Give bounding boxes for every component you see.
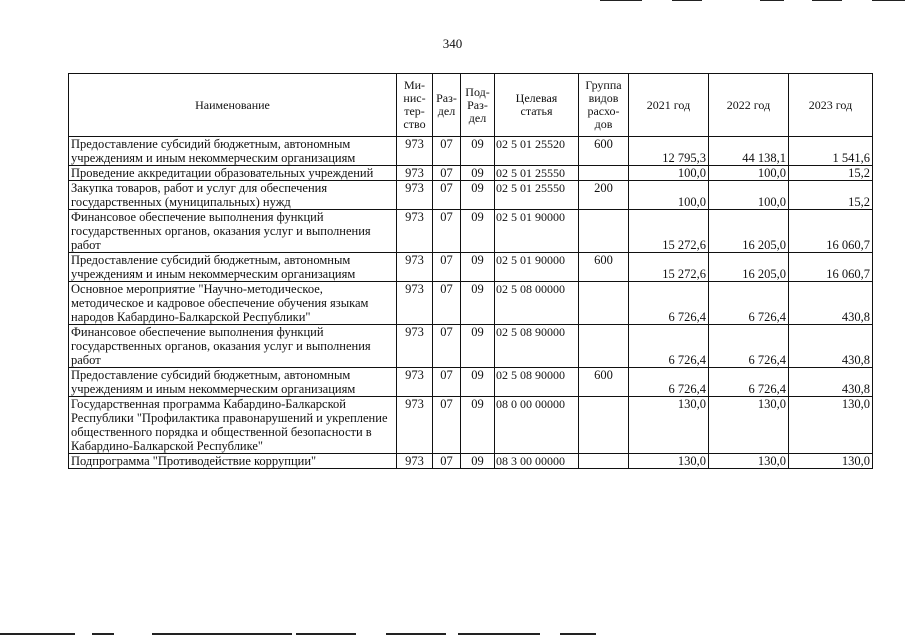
row-subsection: 09 (461, 397, 495, 454)
row-ministry: 973 (397, 454, 433, 469)
row-name: Государственная программа Кабардино-Балкарской Республики "Профилактика правонарушений и укрепление общественного порядка и общественной безопасности в Кабардино-Балкарской Республике" (69, 397, 397, 454)
scan-mark-bottom (458, 633, 540, 635)
table-row (69, 368, 873, 397)
row-subsection: 09 (461, 253, 495, 282)
row-ministry: 973 (397, 253, 433, 282)
row-target: 02 5 01 90000 (495, 210, 579, 253)
row-2021: 15 272,6 (629, 253, 709, 282)
row-2022: 6 726,4 (709, 282, 789, 325)
row-subsection: 09 (461, 181, 495, 210)
row-group (579, 397, 629, 454)
row-name: Подпрограмма "Противодействие коррупции" (69, 454, 397, 469)
table-body (69, 137, 873, 469)
header-2023: 2023 год (789, 74, 873, 137)
row-2023: 16 060,7 (789, 210, 873, 253)
row-group: 600 (579, 137, 629, 166)
row-2023: 1 541,6 (789, 137, 873, 166)
header-section: Раз- дел (433, 74, 461, 137)
row-section: 07 (433, 397, 461, 454)
scan-mark-top (812, 0, 842, 1)
row-subsection: 09 (461, 325, 495, 368)
table-row (69, 454, 873, 469)
row-2021: 6 726,4 (629, 368, 709, 397)
row-2021: 15 272,6 (629, 210, 709, 253)
header-2021: 2021 год (629, 74, 709, 137)
row-section: 07 (433, 210, 461, 253)
row-subsection: 09 (461, 166, 495, 181)
row-ministry: 973 (397, 181, 433, 210)
row-2022: 130,0 (709, 397, 789, 454)
page-number: 340 (442, 36, 463, 51)
row-group (579, 325, 629, 368)
row-ministry: 973 (397, 137, 433, 166)
row-name: Финансовое обеспечение выполнения функций государственных органов, оказания услуг и выполнения работ (69, 325, 397, 368)
row-ministry: 973 (397, 166, 433, 181)
row-target: 02 5 01 25550 (495, 181, 579, 210)
row-section: 07 (433, 253, 461, 282)
row-ministry: 973 (397, 397, 433, 454)
row-name: Предоставление субсидий бюджетным, автономным учреждениям и иным некоммерческим организациям (69, 253, 397, 282)
row-2023: 15,2 (789, 181, 873, 210)
row-ministry: 973 (397, 282, 433, 325)
table-row (69, 181, 873, 210)
row-name: Проведение аккредитации образовательных учреждений (69, 166, 397, 181)
row-group (579, 282, 629, 325)
row-2022: 6 726,4 (709, 368, 789, 397)
scan-mark-bottom (152, 633, 292, 635)
row-2022: 44 138,1 (709, 137, 789, 166)
row-subsection: 09 (461, 210, 495, 253)
row-section: 07 (433, 368, 461, 397)
header-name: Наименование (69, 74, 397, 137)
row-2022: 6 726,4 (709, 325, 789, 368)
row-2023: 130,0 (789, 454, 873, 469)
header-target: Целевая статья (495, 74, 579, 137)
table-row (69, 325, 873, 368)
table-row (69, 166, 873, 181)
row-group (579, 454, 629, 469)
row-section: 07 (433, 282, 461, 325)
row-group (579, 210, 629, 253)
row-target: 08 3 00 00000 (495, 454, 579, 469)
row-2023: 15,2 (789, 166, 873, 181)
row-target: 02 5 08 00000 (495, 282, 579, 325)
row-target: 02 5 01 25550 (495, 166, 579, 181)
scan-mark-bottom (560, 633, 596, 635)
header-subsection: Под- Раз- дел (461, 74, 495, 137)
row-section: 07 (433, 325, 461, 368)
table-row (69, 282, 873, 325)
scan-mark-top (760, 0, 784, 1)
scan-mark-bottom (296, 633, 356, 635)
row-2022: 100,0 (709, 181, 789, 210)
row-name: Предоставление субсидий бюджетным, автономным учреждениям и иным некоммерческим организациям (69, 137, 397, 166)
row-2022: 16 205,0 (709, 253, 789, 282)
header-expense-group: Группа видов расхо- дов (579, 74, 629, 137)
row-group: 600 (579, 253, 629, 282)
row-target: 02 5 01 25520 (495, 137, 579, 166)
row-2022: 16 205,0 (709, 210, 789, 253)
row-subsection: 09 (461, 137, 495, 166)
row-2021: 100,0 (629, 166, 709, 181)
row-name: Закупка товаров, работ и услуг для обеспечения государственных (муниципальных) нужд (69, 181, 397, 210)
row-target: 02 5 08 90000 (495, 325, 579, 368)
row-2021: 6 726,4 (629, 282, 709, 325)
budget-table (68, 73, 873, 469)
row-subsection: 09 (461, 282, 495, 325)
row-2023: 130,0 (789, 397, 873, 454)
header-2022: 2022 год (709, 74, 789, 137)
scan-mark-top (672, 0, 702, 1)
table-row (69, 253, 873, 282)
scan-mark-top (600, 0, 642, 1)
row-section: 07 (433, 454, 461, 469)
row-ministry: 973 (397, 368, 433, 397)
row-name: Основное мероприятие "Научно-методическое, методическое и кадровое обеспечение обучения языкам народов Кабардино-Балкарской Республики" (69, 282, 397, 325)
row-group: 600 (579, 368, 629, 397)
row-name: Предоставление субсидий бюджетным, автономным учреждениям и иным некоммерческим организациям (69, 368, 397, 397)
row-ministry: 973 (397, 325, 433, 368)
row-group (579, 166, 629, 181)
row-section: 07 (433, 181, 461, 210)
row-2022: 100,0 (709, 166, 789, 181)
row-name: Финансовое обеспечение выполнения функций государственных органов, оказания услуг и выполнения работ (69, 210, 397, 253)
row-target: 02 5 01 90000 (495, 253, 579, 282)
header-ministry: Ми- нис- тер- ство (397, 74, 433, 137)
row-2021: 130,0 (629, 397, 709, 454)
row-ministry: 973 (397, 210, 433, 253)
row-2021: 6 726,4 (629, 325, 709, 368)
row-subsection: 09 (461, 368, 495, 397)
row-subsection: 09 (461, 454, 495, 469)
row-2023: 430,8 (789, 368, 873, 397)
row-2023: 16 060,7 (789, 253, 873, 282)
scan-mark-bottom (0, 633, 75, 635)
row-section: 07 (433, 166, 461, 181)
row-group: 200 (579, 181, 629, 210)
table-row (69, 137, 873, 166)
row-target: 08 0 00 00000 (495, 397, 579, 454)
scan-mark-bottom (386, 633, 446, 635)
scan-mark-top (872, 0, 905, 1)
row-section: 07 (433, 137, 461, 166)
row-2023: 430,8 (789, 282, 873, 325)
scan-mark-bottom (92, 633, 114, 635)
row-2023: 430,8 (789, 325, 873, 368)
row-target: 02 5 08 90000 (495, 368, 579, 397)
row-2021: 100,0 (629, 181, 709, 210)
table-row (69, 397, 873, 454)
row-2021: 12 795,3 (629, 137, 709, 166)
table-header-row (69, 74, 873, 137)
row-2021: 130,0 (629, 454, 709, 469)
table-row (69, 210, 873, 253)
row-2022: 130,0 (709, 454, 789, 469)
